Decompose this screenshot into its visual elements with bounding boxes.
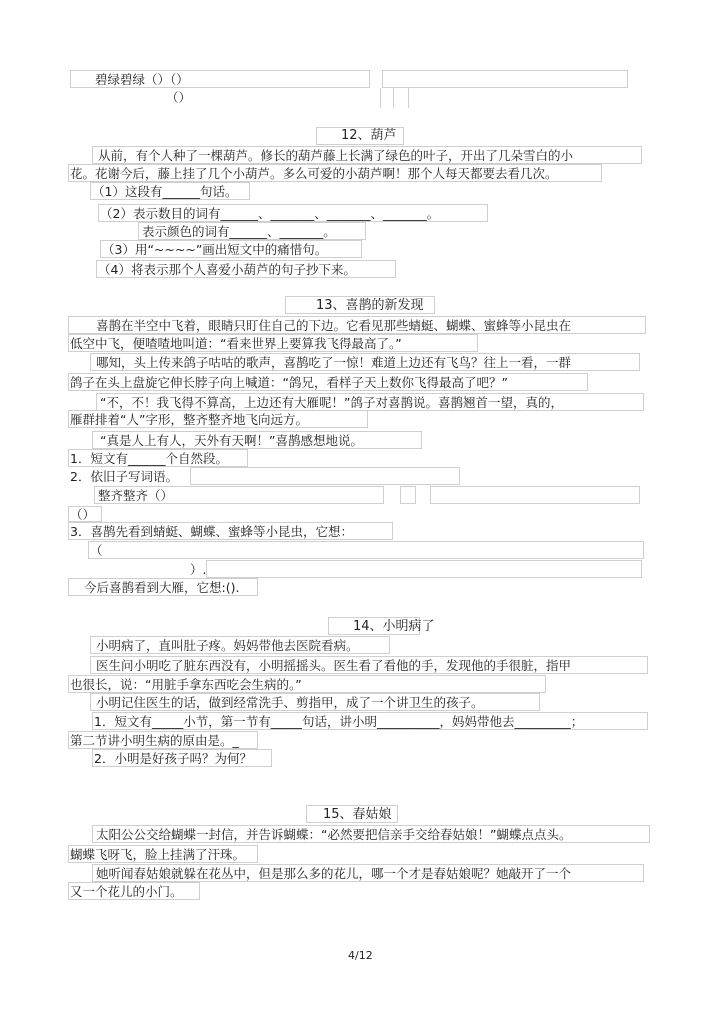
s12-question-3: （3）用“~~~~”画出短文中的痛惜句。 — [102, 242, 328, 257]
s14-para-line: 小明病了，直叫肚子疼。妈妈带他去医院看病。 — [96, 638, 359, 653]
s12-question-2b: 表示颜色的词有______、_______。 — [142, 224, 336, 239]
layout-box — [190, 467, 460, 485]
section-13-title: 13、喜鹊的新发现 — [316, 298, 424, 313]
s13-question-2: 2．依旧子写词语。 — [70, 469, 178, 484]
s12-para-line: 从前，有个人种了一棵葫芦。修长的葫芦藤上长满了绿色的叶子，开出了几朵雪白的小 — [98, 148, 574, 163]
s14-para-line: 小明记住医生的话，做到经常洗手、剪指甲，成了一个讲卫生的孩子。 — [96, 695, 484, 710]
s13-para-line: 雁群排着“人”字形，整齐整齐地飞向远方。 — [70, 412, 308, 427]
layout-box — [382, 70, 628, 88]
s12-question-2: （2）表示数目的词有______、_______、_______、_______。 — [100, 206, 440, 221]
s15-para-line: 又一个花儿的小门。 — [70, 884, 183, 899]
s13-para-line: 低空中飞，便喳喳地叫道：“看来世界上要算我飞得最高了。” — [70, 336, 402, 351]
s14-para-line: 医生问小明吃了脏东西没有，小明摇摇头。医生看了看他的手，发现他的手很脏，指甲 — [96, 658, 572, 673]
section-15-title: 15、春姑娘 — [323, 807, 392, 822]
s13-para-line: 鸽子在头上盘旋它伸长脖子向上喊道：“鸽兄，看样子天上数你飞得最高了吧？” — [70, 375, 508, 390]
layout-line — [380, 88, 381, 108]
layout-box — [400, 486, 416, 504]
layout-box — [206, 560, 642, 578]
s12-question-4: （4）将表示那个人喜爱小葫芦的句子抄下来。 — [98, 262, 356, 277]
s13-question-2b: （） — [70, 507, 96, 522]
s13-para-line: 喜鹊在半空中飞着，眼睛只盯住自己的下边。它看见那些蜻蜓、蝴蝶、蜜蜂等小昆虫在 — [96, 318, 572, 333]
s15-para-line: 蝴蝶飞呀飞，脸上挂满了汗珠。 — [70, 847, 246, 862]
s14-question-1: 1．短文有_____小节，第一节有_____句话，讲小明__________，妈妈带他去_________； — [94, 714, 584, 729]
s14-question-2: 2．小明是好孩子吗？为何？ — [94, 751, 252, 766]
s15-para-line: 太阳公公交给蝴蝶一封信，并告诉蝴蝶：“必然要把信亲手交给春姑娘！”蝴蝶点点头。 — [96, 827, 572, 842]
s13-question-3-close: ）. — [190, 562, 207, 577]
page-number: 4/12 — [348, 949, 373, 962]
top-line-2: （） — [166, 90, 192, 105]
s13-para-line: 哪知，头上传来鸽子咕咕的歌声，喜鹊吃了一惊！难道上边还有飞鸟？往上一看，一群 — [96, 355, 572, 370]
s13-para-line: “不，不！我飞得不算高，上边还有大雁呢！”鸽子对喜鹊说。喜鹊翘首一望，真的， — [100, 395, 563, 410]
s13-para-line: “真是人上有人，天外有天啊！”喜鹊感想地说。 — [100, 433, 363, 448]
s13-question-2a: 整齐整齐（） — [98, 488, 174, 503]
s13-question-3-open: （ — [90, 543, 103, 558]
s12-question-1: （1）这段有______句话。 — [92, 184, 238, 199]
s13-question-1: 1．短文有______个自然段。 — [70, 451, 228, 466]
top-line-1: 碧绿碧绿（）（） — [95, 72, 189, 87]
s12-para-line: 花。花谢今后，藤上挂了几个小葫芦。多么可爱的小葫芦啊！那个人每天都要去看几次。 — [70, 166, 558, 181]
s13-question-4: 今后喜鹊看到大雁，它想:(). — [84, 580, 240, 595]
s15-para-line: 她听闻春姑娘就躲在花丛中，但是那么多的花儿，哪一个才是春姑娘呢？她敲开了一个 — [96, 866, 572, 881]
layout-box — [88, 541, 644, 559]
section-12-title: 12、葫芦 — [341, 128, 397, 143]
s13-question-3: 3．喜鹊先看到蜻蜓、蝴蝶、蜜蜂等小昆虫，它想： — [70, 524, 353, 539]
layout-box — [430, 486, 640, 504]
s14-question-1b: 第二节讲小明生病的原由是。_ — [70, 733, 239, 748]
layout-line — [408, 88, 409, 108]
s14-para-line: 也很长，说：“用脏手拿东西吃会生病的。” — [70, 677, 302, 692]
layout-line — [393, 88, 394, 108]
section-14-title: 14、小明病了 — [353, 619, 435, 634]
